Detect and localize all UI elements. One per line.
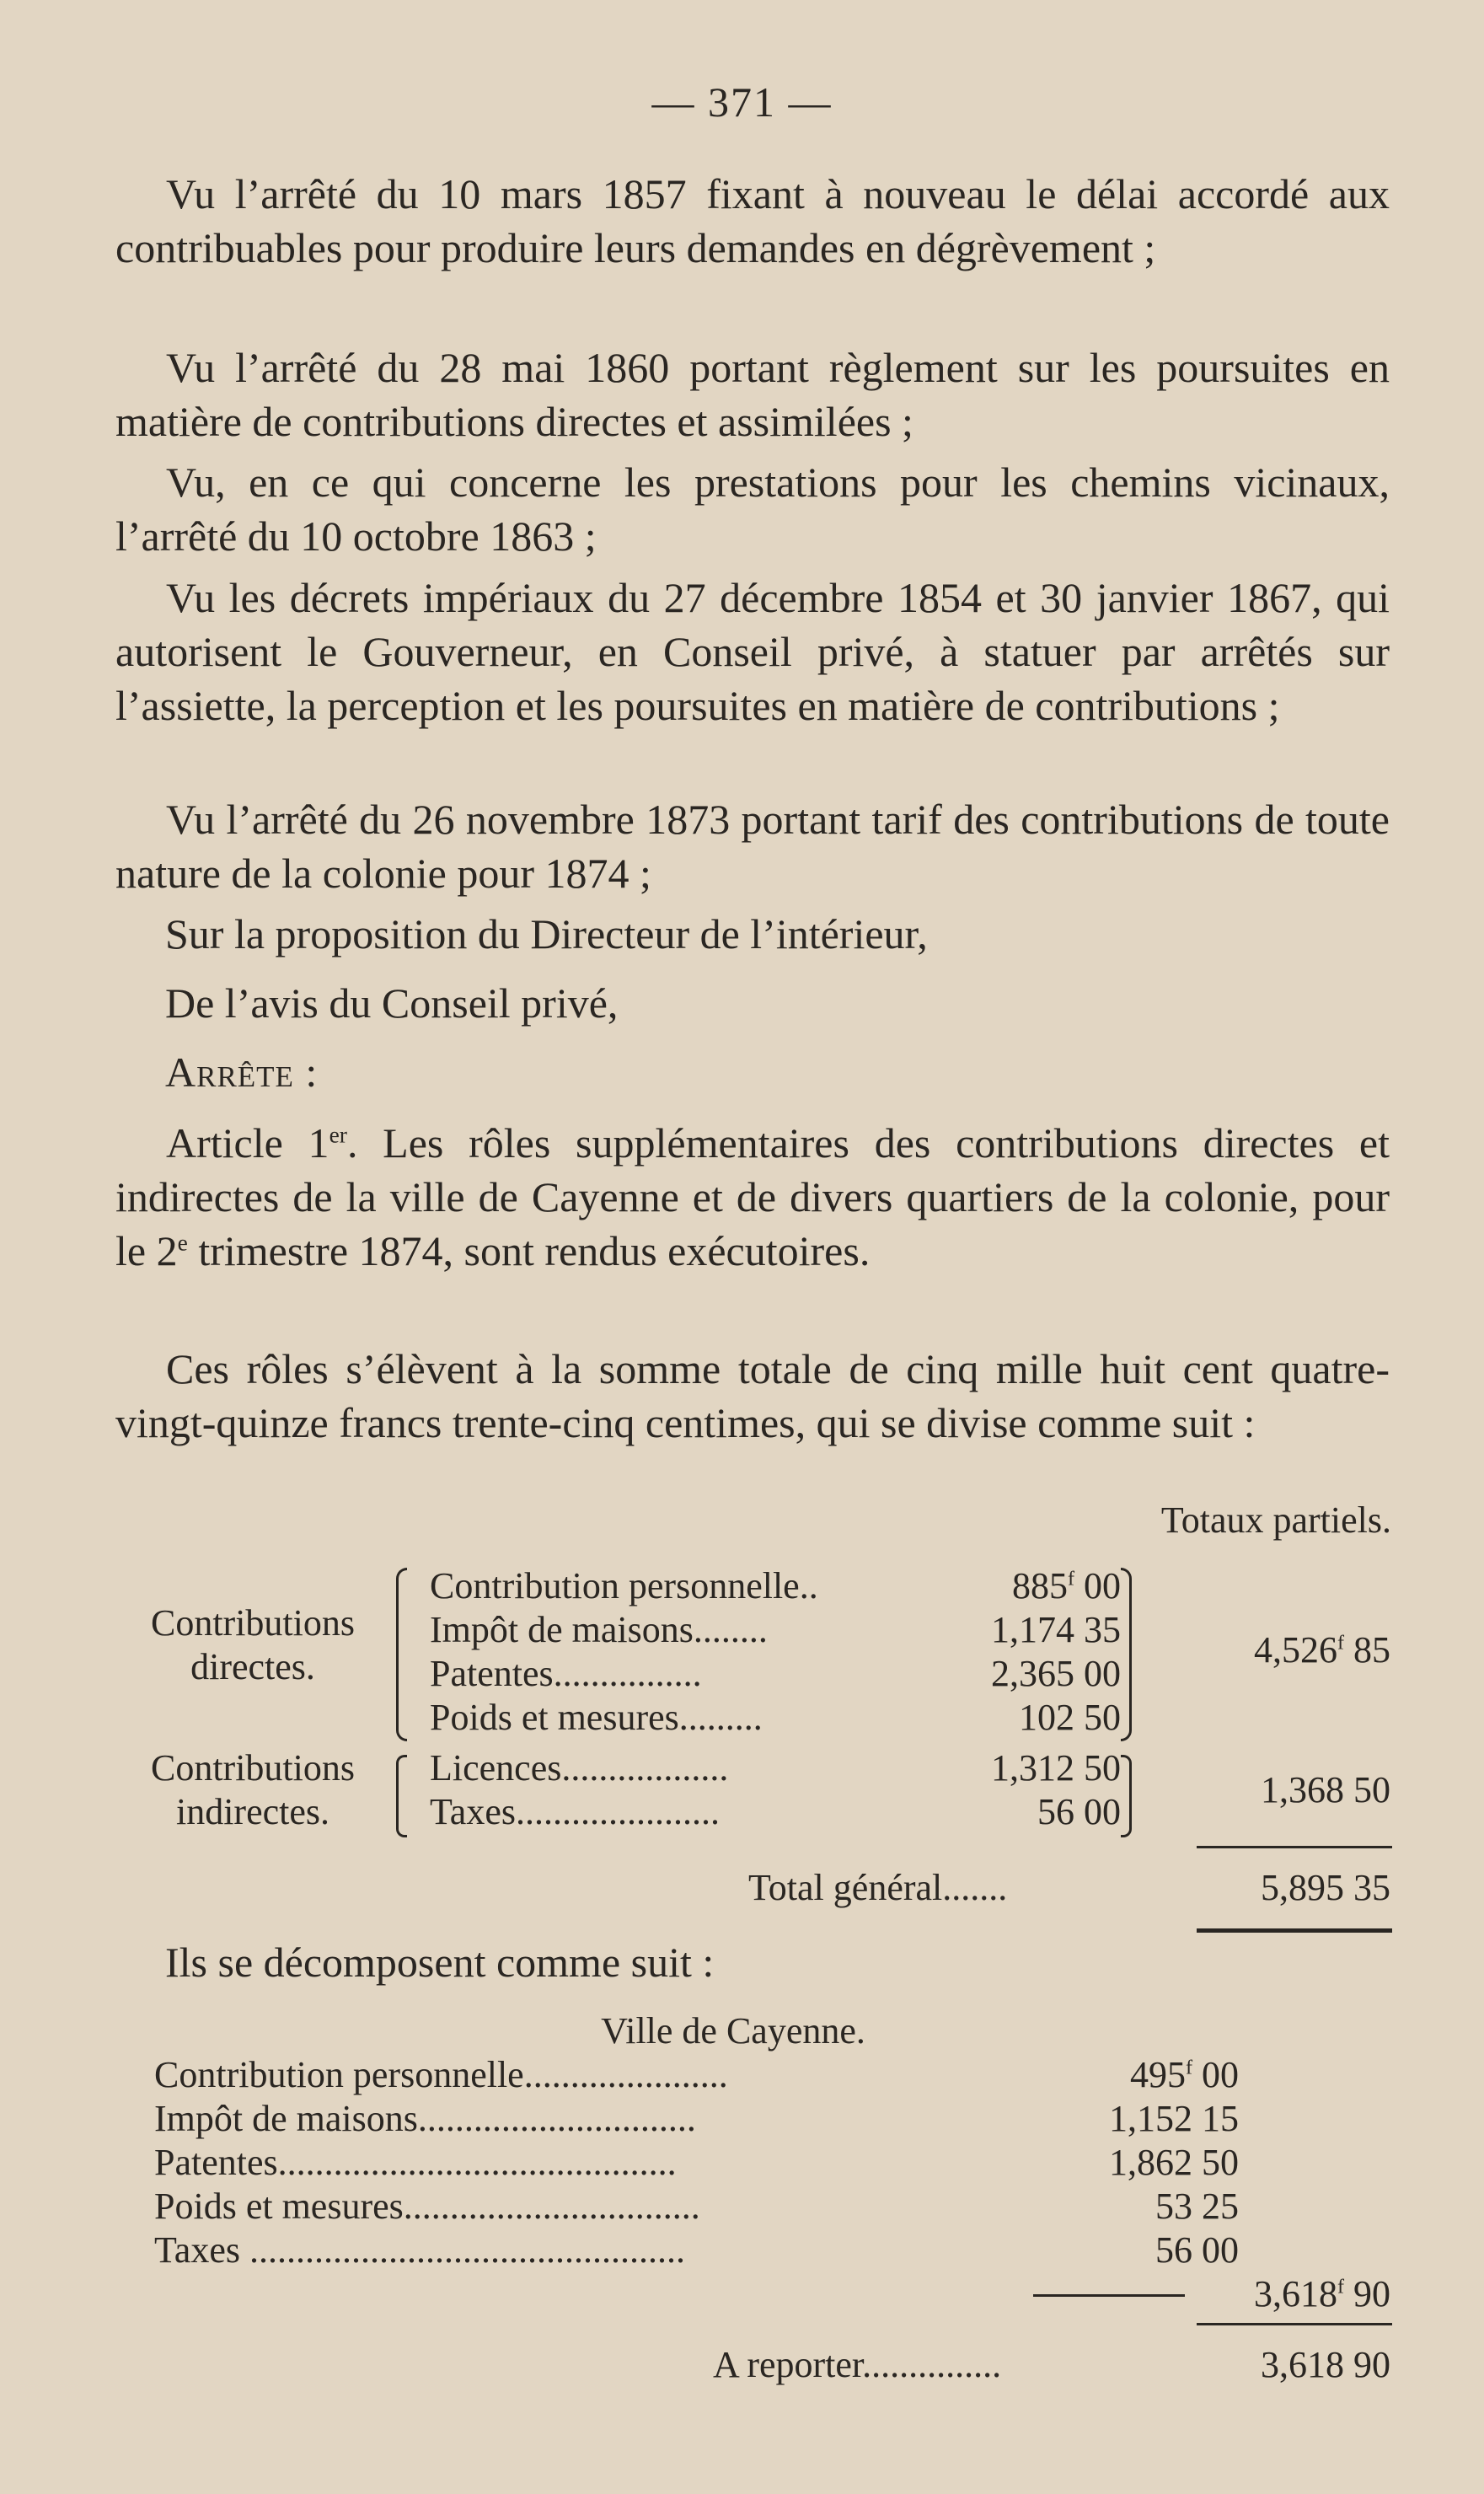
brace-right-directes: [1121, 1568, 1132, 1741]
paragraph-decrets: Vu les décrets impériaux du 27 décembre 1854 et 30 janvier 1867, qui autorisent le Gouverneur, en Conseil privé, à statuer par arrêtés sur l’assiette, la perception et les poursuites en matière de contributions ;: [115, 574, 1390, 729]
ville-item-label: Patentes...........................................: [154, 2142, 677, 2183]
item-label: Licences..................: [430, 1747, 729, 1789]
decomposition-title: Ils se décomposent comme suit :: [165, 1939, 715, 1986]
page-number: — 371 —: [651, 78, 833, 126]
paragraph-arrete-1860: Vu l’arrêté du 28 mai 1860 portant règlement sur les poursuites en matière de contributions directes et assimilées ;: [115, 344, 1390, 445]
ville-item-value: 53 25: [1155, 2186, 1239, 2227]
ville-subtotal: 3,618$^f$ 90: [1253, 2273, 1390, 2314]
brace-left-indirectes: [396, 1755, 407, 1837]
group-indirectes-label-1: Contributions: [150, 1747, 356, 1789]
a-reporter-label: A reporter...............: [713, 2344, 1002, 2385]
article-paragraph: Article 1er. Les rôles supplémentaires des contributions directes et indirectes de la ville de Cayenne et de divers quartiers de la colonie, pour le 2e trimestre 1874, sont rendus exécutoires.: [115, 1119, 1390, 1274]
item-value: 102 50: [1019, 1697, 1121, 1738]
group-directes-label-2: directes.: [190, 1646, 315, 1687]
item-value: 56 00: [1037, 1791, 1121, 1832]
a-reporter-value: 3,618 90: [1261, 2344, 1390, 2385]
brace-left-directes: [396, 1568, 407, 1741]
group-indirectes-label-2: indirectes.: [175, 1791, 330, 1832]
ville-title: Ville de Cayenne.: [601, 2010, 865, 2052]
paragraph-arrete-1857: Vu l’arrêté du 10 mars 1857 fixant à nouveau le délai accordé aux contribuables pour produire leurs demandes en dégrèvement ;: [115, 170, 1390, 271]
ville-item-value: 1,152 15: [1109, 2098, 1239, 2139]
item-label: Taxes......................: [430, 1791, 720, 1832]
subtotal-directes: 4,526$^f$ 85: [1253, 1629, 1390, 1671]
arrete-heading: Arrête :: [165, 1049, 319, 1096]
item-value: 1,312 50: [991, 1747, 1121, 1789]
totaux-header: Totaux partiels.: [1160, 1499, 1391, 1541]
somme-paragraph: Ces rôles s’élèvent à la somme totale de cinq mille huit cent quatre-vingt-quinze francs trente-cinq centimes, qui se divise comme suit :: [115, 1345, 1390, 1446]
item-label: Poids et mesures.........: [430, 1697, 763, 1738]
ville-item-label: Contribution personnelle......................: [154, 2054, 728, 2095]
avis-line: De l’avis du Conseil privé,: [165, 979, 619, 1027]
item-label: Impôt de maisons........: [430, 1609, 768, 1650]
ville-item-value: 1,862 50: [1109, 2142, 1239, 2183]
rule-subtotal: [1197, 1846, 1392, 1848]
item-label: Patentes................: [430, 1653, 702, 1694]
ville-item-label: Impôt de maisons..............................: [154, 2098, 696, 2139]
ville-item-label: Poids et mesures................................: [154, 2186, 700, 2227]
ville-item-label: Taxes ...............................................: [154, 2229, 685, 2271]
article-label: Article 1: [166, 1119, 329, 1167]
subtotal-indirectes: 1,368 50: [1261, 1769, 1390, 1810]
rule-ville-subtotal: [1197, 2323, 1392, 2325]
ville-item-value: 495$^f$ 00: [1129, 2054, 1239, 2095]
proposition-line: Sur la proposition du Directeur de l’intérieur,: [165, 910, 928, 957]
rule-ville: [1033, 2294, 1185, 2297]
total-general-value: 5,895 35: [1261, 1867, 1390, 1908]
item-value: 2,365 00: [991, 1653, 1121, 1694]
paragraph-arrete-1863: Vu, en ce qui concerne les prestations pour les chemins vicinaux, l’arrêté du 10 octobre 1863 ;: [115, 459, 1390, 560]
group-directes-label-1: Contributions: [150, 1602, 356, 1644]
item-value: 885$^f$ 00: [1011, 1565, 1121, 1606]
brace-right-indirectes: [1121, 1755, 1132, 1837]
rule-total: [1197, 1928, 1392, 1933]
total-general-label: Total général.......: [748, 1867, 1008, 1908]
ville-item-value: 56 00: [1155, 2229, 1239, 2271]
item-value: 1,174 35: [991, 1609, 1121, 1650]
paragraph-arrete-1873: Vu l’arrêté du 26 novembre 1873 portant tarif des contributions de toute nature de la colonie pour 1874 ;: [115, 796, 1390, 897]
item-label: Contribution personnelle..: [430, 1565, 818, 1606]
